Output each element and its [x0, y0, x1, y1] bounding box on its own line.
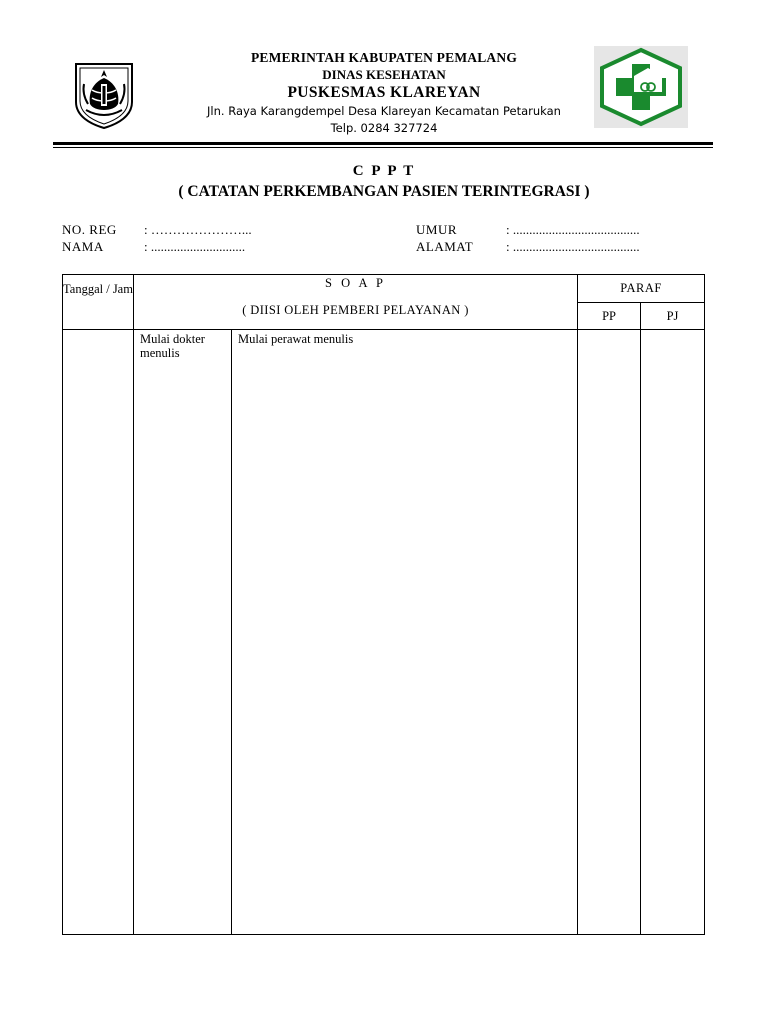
letterhead-phone: Telp. 0284 327724	[330, 121, 438, 135]
no-reg-label: NO. REG	[62, 222, 117, 237]
header-paraf-label: PARAF	[620, 281, 662, 295]
header-pj	[641, 303, 705, 330]
header-soap	[134, 275, 578, 330]
date-time-cell[interactable]	[63, 330, 134, 935]
cppt-table	[62, 274, 705, 935]
header-soap-title: S O A P	[325, 276, 386, 290]
letterhead-rule-thick	[53, 142, 713, 145]
doctor-notes-cell[interactable]	[134, 330, 232, 935]
header-date-time-label: Tanggal / Jam	[63, 282, 133, 296]
form-subtitle: ( CATATAN PERKEMBANGAN PASIEN TERINTEGRASI )	[178, 183, 590, 200]
umur-field[interactable]: : .......................................	[506, 222, 640, 237]
alamat-label: ALAMAT	[416, 239, 474, 254]
letterhead-department: DINAS KESEHATAN	[322, 67, 446, 82]
nurse-notes-cell[interactable]	[232, 330, 578, 935]
nama-field[interactable]: : .............................	[144, 239, 246, 254]
no-reg-field[interactable]: : …………………...	[144, 222, 252, 237]
pj-signature-cell[interactable]	[641, 330, 705, 935]
letterhead-rule-thin	[53, 147, 713, 148]
header-pp	[578, 303, 641, 330]
letterhead-government: PEMERINTAH KABUPATEN PEMALANG	[250, 50, 518, 65]
puskesmas-cross-icon	[594, 46, 688, 128]
nurse-notes-hint: Mulai perawat menulis	[238, 332, 354, 346]
nama-label: NAMA	[62, 239, 104, 254]
header-pj-label: PJ	[666, 308, 679, 323]
header-pp-label: PP	[602, 308, 616, 323]
form-title: C P P T	[352, 163, 416, 179]
pp-signature-cell[interactable]	[578, 330, 641, 935]
header-soap-subtitle: ( DIISI OLEH PEMBERI PELAYANAN )	[242, 303, 469, 317]
doctor-notes-hint: Mulai dokter menulis	[140, 332, 205, 360]
umur-label: UMUR	[416, 222, 458, 237]
letterhead	[0, 0, 768, 150]
alamat-field[interactable]: : .......................................	[506, 239, 640, 254]
header-date-time	[63, 275, 134, 330]
letterhead-address: Jln. Raya Karangdempel Desa Klareyan Kecamatan Petarukan	[207, 104, 561, 118]
letterhead-clinic-name: PUSKESMAS KLAREYAN	[287, 84, 481, 101]
header-paraf	[578, 275, 705, 303]
